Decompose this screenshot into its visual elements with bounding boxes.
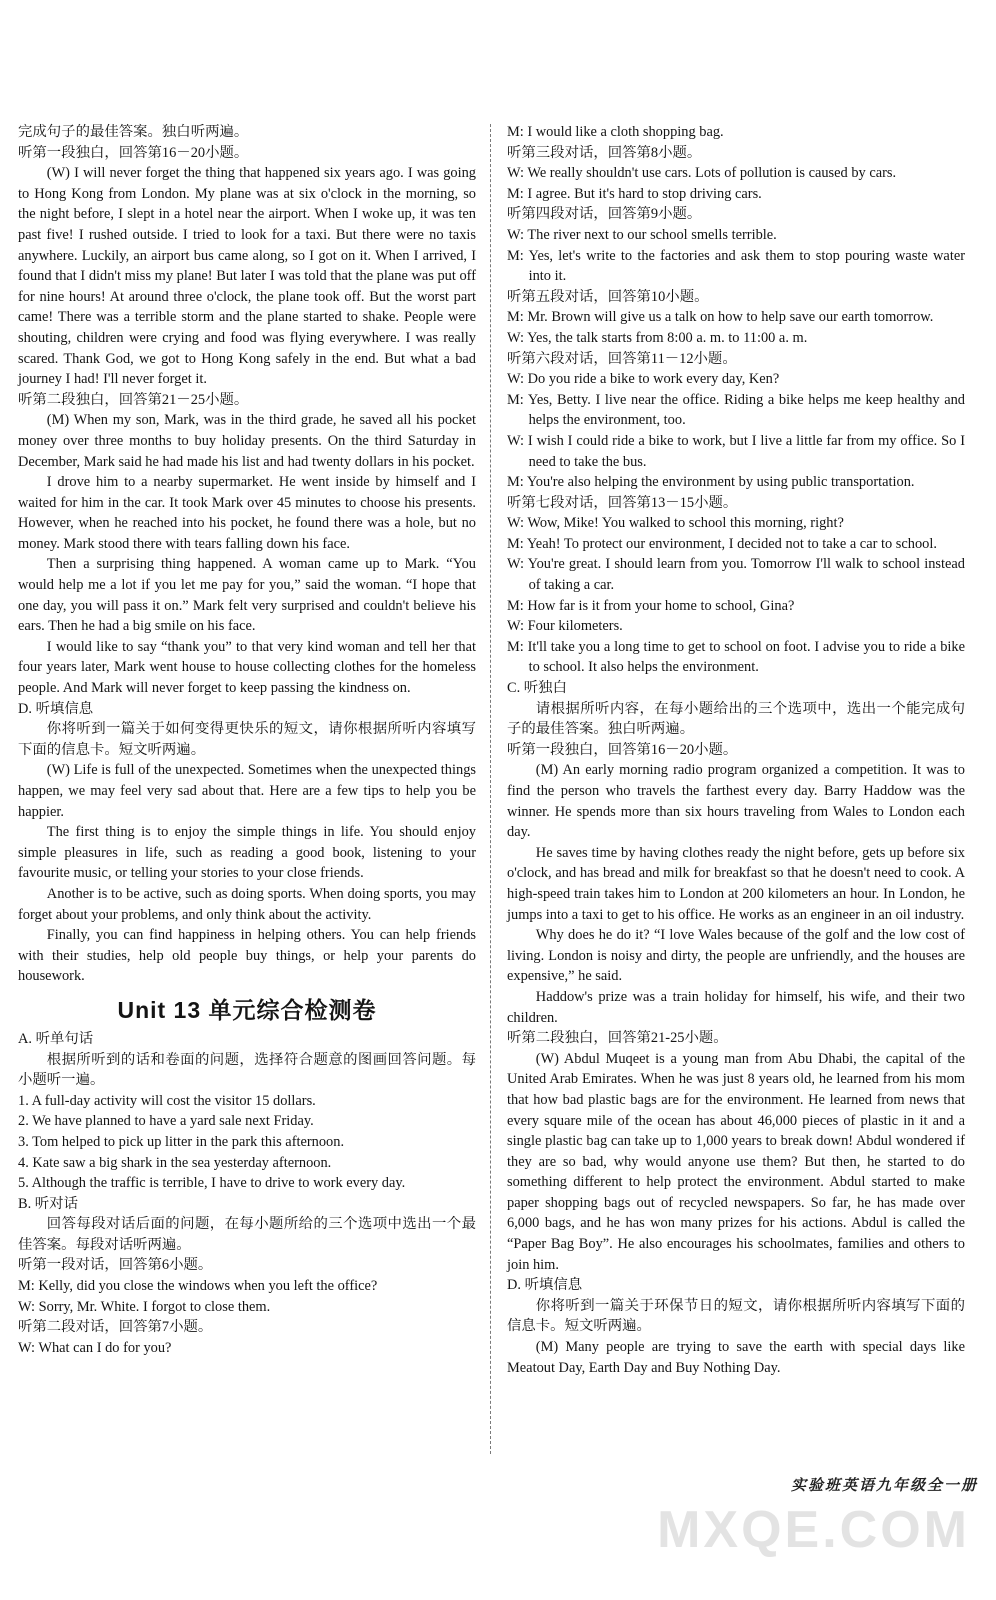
section-heading: 听第五段对话，回答第10小题。 — [507, 288, 709, 305]
section-heading: 听第二段独白，回答第21－25小题。 — [18, 391, 249, 408]
paragraph: (W) Life is full of the unexpected. Sometimes when the unexpected things happen, we may feel very sad about that. Here are a few tips to help you be happier. — [18, 762, 476, 820]
footer-book-title: 实验班英语九年级全一册 — [790, 1478, 978, 1494]
dialogue-line: M: I would like a cloth shopping bag. — [507, 124, 724, 140]
section-heading: 听第二段对话，回答第7小题。 — [18, 1319, 213, 1336]
dialogue-line: W: Wow, Mike! You walked to school this morning, right? — [507, 515, 844, 532]
section-heading: D. 听填信息 — [18, 700, 94, 717]
dialogue-line: W: Four kilometers. — [507, 618, 623, 635]
dialogue-line: M: Yes, Betty. I live near the office. Riding a bike helps me keep healthy and helps the environment, too. — [507, 391, 965, 429]
section-heading: 听第一段独白，回答第16－20小题。 — [18, 144, 249, 161]
section-heading: 听第一段独白，回答第16－20小题。 — [507, 741, 738, 758]
dialogue-line: W: Sorry, Mr. White. I forgot to close them. — [18, 1298, 271, 1315]
unit-title: Unit 13 单元综合检测卷 — [117, 996, 377, 1023]
paragraph: He saves time by having clothes ready the night before, gets up before six o'clock, and has bread and milk for breakfast so that he doesn't need to cook. A high-speed train takes him to London at 200 kilometers an hour. In London, he jumps into a taxi to get to his office. He works as an engineer in an oil industry. — [507, 844, 965, 923]
section-heading: 听第二段独白，回答第21-25小题。 — [507, 1030, 728, 1047]
dialogue-line: M: I agree. But it's hard to stop driving cars. — [507, 185, 762, 202]
section-heading: A. 听单句话 — [18, 1030, 94, 1047]
paragraph: Finally, you can find happiness in helping others. You can help friends with their studies, help old people buy things, or help your parents do housework. — [18, 927, 476, 985]
list-item: 1. A full-day activity will cost the visitor 15 dollars. — [18, 1092, 316, 1109]
list-item: 4. Kate saw a big shark in the sea yesterday afternoon. — [18, 1154, 332, 1171]
paragraph: I would like to say “thank you” to that very kind woman and tell her that four years later, Mark went house to house collecting clothes for the homeless people. And Mark will never forget to keep passing the kindness on. — [18, 638, 476, 697]
dialogue-line: W: Do you ride a bike to work every day, Ken? — [507, 371, 780, 388]
list-item: 3. Tom helped to pick up litter in the park this afternoon. — [18, 1133, 345, 1150]
instruction: 回答每段对话后面的问题，在每小题所给的三个选项中选出一个最佳答案。每段对话听两遍。 — [18, 1216, 476, 1253]
instruction: 请根据所听内容，在每小题给出的三个选项中，选出一个能完成句子的最佳答案。独白听两遍。 — [507, 700, 965, 738]
text-line: 完成句子的最佳答案。独白听两遍。 — [18, 124, 249, 140]
paragraph: Why does he do it? “I love Wales because of the golf and the low cost of living. London is noisy and dirty, the people are unfriendly, and the houses are expensive,” he said. — [507, 927, 965, 985]
paragraph: Then a surprising thing happened. A woman came up to Mark. “You would help me a lot if you let me pay for you,” said the woman. “I hope that one day, you will pass it on.” Mark felt very surprised and couldn't believe his ears. Then he had a big smile on his face. — [18, 556, 476, 635]
dialogue-line: M: Yeah! To protect our environment, I decided not to take a car to school. — [507, 535, 937, 552]
instruction: 你将听到一篇关于环保节日的短文，请你根据所听内容填写下面的信息卡。短文听两遍。 — [507, 1297, 965, 1335]
paragraph: (M) When my son, Mark, was in the third grade, he saved all his pocket money over three months to buy holiday presents. On the third Saturday in December, Mark said he had made his list and had twenty dollars in his pocket. — [18, 412, 476, 470]
section-heading: C. 听独白 — [507, 680, 567, 697]
dialogue-line: M: How far is it from your home to school, Gina? — [507, 597, 795, 614]
paragraph: Haddow's prize was a train holiday for himself, his wife, and their two children. — [507, 988, 965, 1026]
section-heading: D. 听填信息 — [507, 1277, 583, 1294]
list-item: 5. Although the traffic is terrible, I have to drive to work every day. — [18, 1175, 406, 1192]
section-heading: B. 听对话 — [18, 1195, 78, 1212]
column-divider — [490, 124, 491, 1454]
section-heading: 听第一段对话，回答第6小题。 — [18, 1257, 213, 1274]
list-item: 2. We have planned to have a yard sale next Friday. — [18, 1113, 314, 1130]
dialogue-line: M: Kelly, did you close the windows when you left the office? — [18, 1278, 378, 1295]
dialogue-line: W: Yes, the talk starts from 8:00 a. m. to 11:00 a. m. — [507, 329, 808, 346]
dialogue-line: M: Mr. Brown will give us a talk on how to help save our earth tomorrow. — [507, 309, 934, 326]
dialogue-line: W: We really shouldn't use cars. Lots of pollution is caused by cars. — [507, 165, 897, 182]
dialogue-line: M: Yes, let's write to the factories and ask them to stop pouring waste water into it. — [507, 247, 965, 285]
watermark: MXQE.COM — [657, 1501, 970, 1559]
paragraph: (M) Many people are trying to save the earth with special days like Meatout Day, Earth Day and Buy Nothing Day. — [507, 1339, 965, 1376]
paragraph: I drove him to a nearby supermarket. He went inside by himself and I waited for him in the car. It took Mark over 45 minutes to choose his presents. However, when he reached into his pocket, he found there was a hole, but no money. Mark stood there with tears falling down his face. — [18, 474, 476, 552]
dialogue-line: M: It'll take you a long time to get to school on foot. I advise you to ride a bike to school. It also helps the environment. — [507, 638, 965, 676]
dialogue-line: W: You're great. I should learn from you. Tomorrow I'll walk to school instead of taking a car. — [507, 556, 965, 594]
dialogue-line: M: You're also helping the environment by using public transportation. — [507, 474, 915, 491]
section-heading: 听第七段对话，回答第13－15小题。 — [507, 494, 738, 511]
paragraph: (W) Abdul Muqeet is a young man from Abu Dhabi, the capital of the United Arab Emirates. When he was just 8 years old, he learned from his mom that how bad plastic bags are for the environment. He learned from news that every square mile of the ocean has about 46,000 pieces of plastic in it and a single plastic bag can take up to 1,000 years to break down! Abdul wondered if they are so bad, why would anyone use them? But then, he started to do something different to help protect the environment. Abdul started to make paper shopping bags out of recycled newspapers. So far, he has made over 6,000 bags, and he has won many prizes for his actions. Abdul is called the “Paper Bag Boy”. He also encourages his schoolmates, families and others to join him. — [507, 1050, 965, 1273]
left-column — [18, 122, 476, 1358]
section-heading: 听第六段对话，回答第11－12小题。 — [507, 350, 737, 367]
dialogue-line: W: The river next to our school smells terrible. — [507, 226, 777, 243]
paragraph: (M) An early morning radio program organized a competition. It was to find the person who travels the farthest every day. Barry Haddow was the winner. He spends more than six hours traveling from Wales to London each day. — [507, 762, 965, 841]
instruction: 根据所听到的话和卷面的问题，选择符合题意的图画回答问题。每小题听一遍。 — [18, 1051, 476, 1089]
section-heading: 听第四段对话，回答第9小题。 — [507, 206, 702, 223]
instruction: 你将听到一篇关于如何变得更快乐的短文，请你根据所听内容填写下面的信息卡。短文听两遍。 — [18, 721, 476, 758]
section-heading: 听第三段对话，回答第8小题。 — [507, 144, 702, 161]
dialogue-line: W: I wish I could ride a bike to work, but I live a little far from my office. So I need to take the bus. — [507, 432, 965, 470]
dialogue-line: W: What can I do for you? — [18, 1339, 172, 1356]
paragraph: (W) I will never forget the thing that happened six years ago. I was going to Hong Kong from London. My plane was at six o'clock in the morning, so the night before, I slept in a hotel near the airport. When I woke up, it was ten past five! I rushed outside. I tried to look for a taxi. But there were no taxis anywhere. Luckily, an airport bus came along, so I got on it. When I arrived, I found that I didn't miss my plane! But later I was told that the plane was put off for nine hours! At around three o'clock, the plane took off. But the worst part came! There was a terrible storm and the plane started to shake. People were shouting, children were crying and food was flying everywhere. I was really scared. Thank God, we got to Hong Kong safely in the end. But what a bad journey I had! I'll never forget it. — [18, 165, 476, 388]
paragraph: Another is to be active, such as doing sports. When doing sports, you may forget about your problems, and only think about the activity. — [18, 885, 476, 923]
paragraph: The first thing is to enjoy the simple things in life. You should enjoy simple pleasures in life, such as reading a good book, listening to your favourite music, or telling your stories to your close friends. — [18, 824, 476, 882]
right-column — [507, 122, 965, 1378]
